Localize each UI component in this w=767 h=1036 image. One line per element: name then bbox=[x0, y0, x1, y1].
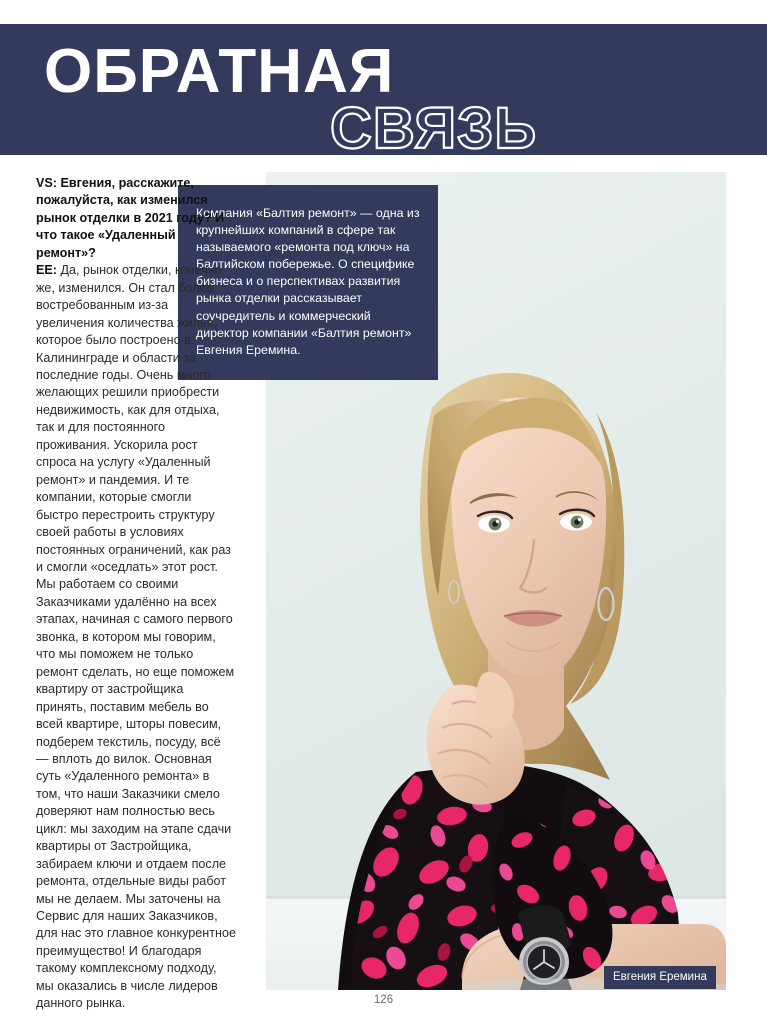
answer-text: Да, рынок отделки, конечно же, изменился. Он стал более востребованным из-за увеличения количества жилья, которое было построено в Калининграде и области за последние годы. Очень много желающих решили приобрести недвижимость, как для отдыха, так и для постоянного проживания. Ускорила рост спроса на услугу «Удаленный ремонт» и пандемия. И те компании, которые смогли быстро перестроить структуру своей работы в условиях постоянных ограничений, как раз и смогли «оседлать» этот рост. Мы работаем со своими Заказчиками удалённо на всех этапах, начиная с самого первого звонка, в котором мы говорим, что мы поможем не только ремонт сделать, но еще поможем квартиру от застройщика принять, поставим мебель во всей квартире, шторы повесим, подберем текстиль, посуду, всё — вплоть до вилок. Основная суть «Удаленного ремонта» в том, что наши Заказчики смело доверяют нам полностью весь цикл: мы заходим на этапе сдачи квартиры от Застройщика, забираем ключи и отдаем после ремонта, отдельные виды работ мы не делаем. Мы заточены на Сервис для наших Заказчиков, для нас это главное конкурентное преимущество! И благодаря такому комплексному подходу, мы оказались в числе лидеров данного рынка. bbox=[36, 263, 236, 1011]
callout-text: Компания «Балтия ремонт» — одна из крупнейших компаний в сфере так называемого «ремонта под ключ» на Балтийском побережье. О специфике бизнеса и о перспективах развития рынка отделки рассказывает соучредитель и коммерческий директор компании «Балтия ремонт» Евгения Еремина. bbox=[196, 206, 420, 357]
wristwatch bbox=[518, 905, 572, 990]
page-title-solid: ОБРАТНАЯ bbox=[44, 37, 395, 106]
question-speaker-label: VS: bbox=[36, 176, 57, 190]
article-paragraph bbox=[36, 175, 236, 1013]
page-title-outline: СВЯЗЬ bbox=[330, 96, 538, 155]
article-body bbox=[36, 175, 236, 1013]
photo-caption: Евгения Еремина bbox=[604, 966, 716, 989]
header-banner bbox=[0, 24, 767, 155]
answer-speaker-label: EE: bbox=[36, 263, 57, 278]
question-text: Евгения, расскажите, пожалуйста, как изменился рынок отделки в 2021 году? И что такое «Удаленный ремонт»? bbox=[36, 176, 225, 260]
page-number: 126 bbox=[373, 994, 394, 1006]
